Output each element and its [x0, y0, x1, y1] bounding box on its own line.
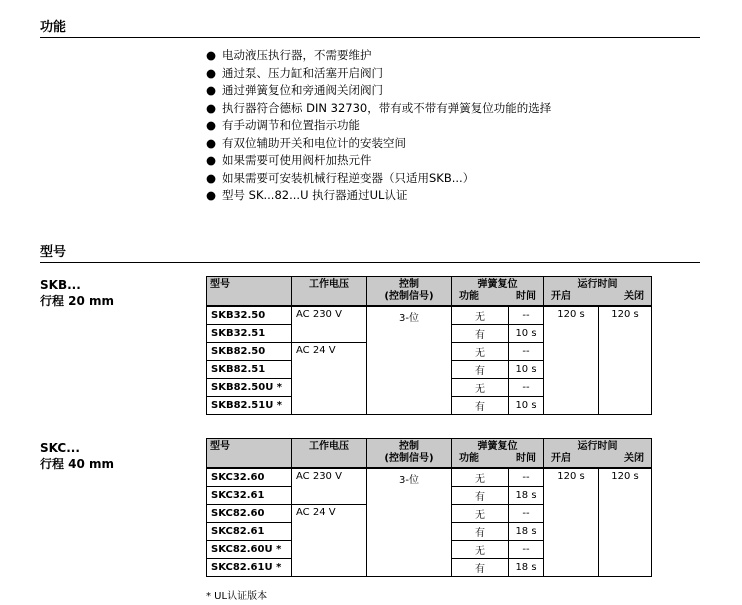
feature-text: 型号 SK...82...U 执行器通过UL认证: [222, 188, 408, 202]
list-item: [206, 100, 551, 118]
header-runtime: [544, 439, 652, 469]
feature-list: [206, 47, 551, 205]
list-item: [206, 135, 551, 153]
feature-text: 执行器符合德标 DIN 32730，带有或不带有弹簧复位功能的选择: [222, 100, 552, 115]
spring-time-cell: 10 s: [509, 397, 544, 415]
feature-text: 通过弹簧复位和旁通阀关闭阀门: [222, 83, 383, 97]
feature-text: 通过泵、压力缸和活塞开启阀门: [222, 65, 383, 80]
spring-time-cell: 10 s: [509, 361, 544, 379]
voltage-cell: AC 230 V: [292, 468, 367, 505]
list-item: [206, 170, 551, 188]
skc-stroke: 行程 40 mm: [40, 457, 115, 471]
model-cell: SKB82.51: [207, 361, 292, 379]
spring-fn-cell: 无: [452, 468, 509, 487]
voltage-cell: AC 24 V: [292, 343, 367, 415]
voltage-cell: AC 24 V: [292, 505, 367, 577]
bullet-icon: ●: [206, 83, 217, 97]
feature-text: 有双位辅助开关和电位计的安装空间: [222, 135, 406, 150]
header-spring-title: 弹簧复位: [477, 441, 518, 452]
spring-time-cell: --: [509, 343, 544, 361]
header-control-sub: (控制信号): [384, 453, 434, 464]
list-item: [206, 187, 551, 205]
header-runtime-title: 运行时间: [577, 441, 618, 452]
model-cell: SKC82.60: [207, 505, 292, 523]
feature-text: 电动液压执行器，不需要维护: [222, 48, 372, 62]
list-item: [206, 152, 551, 170]
bullet-icon: ●: [206, 118, 217, 132]
bullet-icon: ●: [206, 170, 217, 185]
header-control-title: 控制: [399, 441, 419, 452]
header-runtime-title: 运行时间: [577, 279, 618, 290]
table-row: [207, 468, 652, 487]
bullet-icon: ●: [206, 65, 217, 80]
header-control-sub: (控制信号): [384, 291, 434, 302]
skc-series: SKC...: [40, 441, 80, 455]
footnote: * UL认证版本: [206, 591, 268, 602]
skb-table: [206, 276, 652, 415]
header-spring: [452, 439, 544, 469]
model-cell: SKB82.50U *: [207, 379, 292, 397]
spring-time-cell: --: [509, 505, 544, 523]
spring-fn-cell: 无: [452, 343, 509, 361]
header-voltage: 工作电压: [292, 277, 367, 307]
model-cell: SKC32.61: [207, 487, 292, 505]
list-item: [206, 47, 551, 65]
open-time-cell: 120 s: [544, 468, 599, 577]
spring-fn-cell: 无: [452, 505, 509, 523]
control-cell: 3-位: [367, 468, 452, 577]
spring-fn-cell: 无: [452, 379, 509, 397]
header-model: 型号: [207, 439, 292, 469]
close-time-cell: 120 s: [599, 468, 652, 577]
close-time-cell: 120 s: [599, 306, 652, 415]
list-item: [206, 117, 551, 135]
spring-time-cell: 18 s: [509, 523, 544, 541]
spring-time-cell: --: [509, 379, 544, 397]
functions-heading: 功能: [40, 20, 67, 35]
header-close: 关闭: [624, 291, 644, 302]
spring-fn-cell: 有: [452, 523, 509, 541]
spring-fn-cell: 有: [452, 559, 509, 577]
bullet-icon: ●: [206, 100, 217, 115]
model-cell: SKB32.50: [207, 306, 292, 325]
list-item: [206, 82, 551, 100]
skb-label: [40, 277, 114, 309]
header-runtime: [544, 277, 652, 307]
model-cell: SKC82.60U *: [207, 541, 292, 559]
spring-fn-cell: 无: [452, 306, 509, 325]
header-spring-title: 弹簧复位: [477, 279, 518, 290]
skc-table: [206, 438, 652, 577]
model-cell: SKC82.61U *: [207, 559, 292, 577]
header-open: 开启: [551, 453, 571, 464]
spring-time-cell: 18 s: [509, 487, 544, 505]
control-cell: 3-位: [367, 306, 452, 415]
models-heading: 型号: [40, 245, 67, 260]
header-spring-time: 时间: [516, 291, 536, 302]
model-cell: SKC32.60: [207, 468, 292, 487]
header-control-title: 控制: [399, 279, 419, 290]
functions-divider: [40, 37, 700, 38]
feature-text: 如果需要可使用阀杆加热元件: [222, 153, 372, 167]
model-cell: SKC82.61: [207, 523, 292, 541]
header-voltage: 工作电压: [292, 439, 367, 469]
header-model: 型号: [207, 277, 292, 307]
spring-time-cell: --: [509, 541, 544, 559]
header-control: [367, 277, 452, 307]
header-control: [367, 439, 452, 469]
skc-label: [40, 440, 114, 472]
table-row: [207, 306, 652, 325]
open-time-cell: 120 s: [544, 306, 599, 415]
model-cell: SKB82.51U *: [207, 397, 292, 415]
spring-fn-cell: 无: [452, 541, 509, 559]
spring-time-cell: --: [509, 306, 544, 325]
feature-text: 如果需要可安装机械行程逆变器（只适用SKB...）: [222, 170, 475, 185]
bullet-icon: ●: [206, 135, 217, 150]
header-spring-time: 时间: [516, 453, 536, 464]
spring-fn-cell: 有: [452, 397, 509, 415]
model-cell: SKB32.51: [207, 325, 292, 343]
spring-fn-cell: 有: [452, 487, 509, 505]
header-spring-fn: 功能: [459, 291, 479, 302]
skb-stroke: 行程 20 mm: [40, 294, 115, 308]
header-spring: [452, 277, 544, 307]
header-open: 开启: [551, 291, 571, 302]
bullet-icon: ●: [206, 48, 217, 62]
bullet-icon: ●: [206, 153, 217, 167]
spring-time-cell: 18 s: [509, 559, 544, 577]
header-close: 关闭: [624, 453, 644, 464]
spring-fn-cell: 有: [452, 361, 509, 379]
spring-fn-cell: 有: [452, 325, 509, 343]
spring-time-cell: --: [509, 468, 544, 487]
spring-time-cell: 10 s: [509, 325, 544, 343]
skb-series: SKB...: [40, 278, 81, 292]
model-cell: SKB82.50: [207, 343, 292, 361]
header-spring-fn: 功能: [459, 453, 479, 464]
models-divider: [40, 262, 700, 263]
voltage-cell: AC 230 V: [292, 306, 367, 343]
list-item: [206, 65, 551, 83]
feature-text: 有手动调节和位置指示功能: [222, 118, 360, 132]
bullet-icon: ●: [206, 188, 217, 202]
